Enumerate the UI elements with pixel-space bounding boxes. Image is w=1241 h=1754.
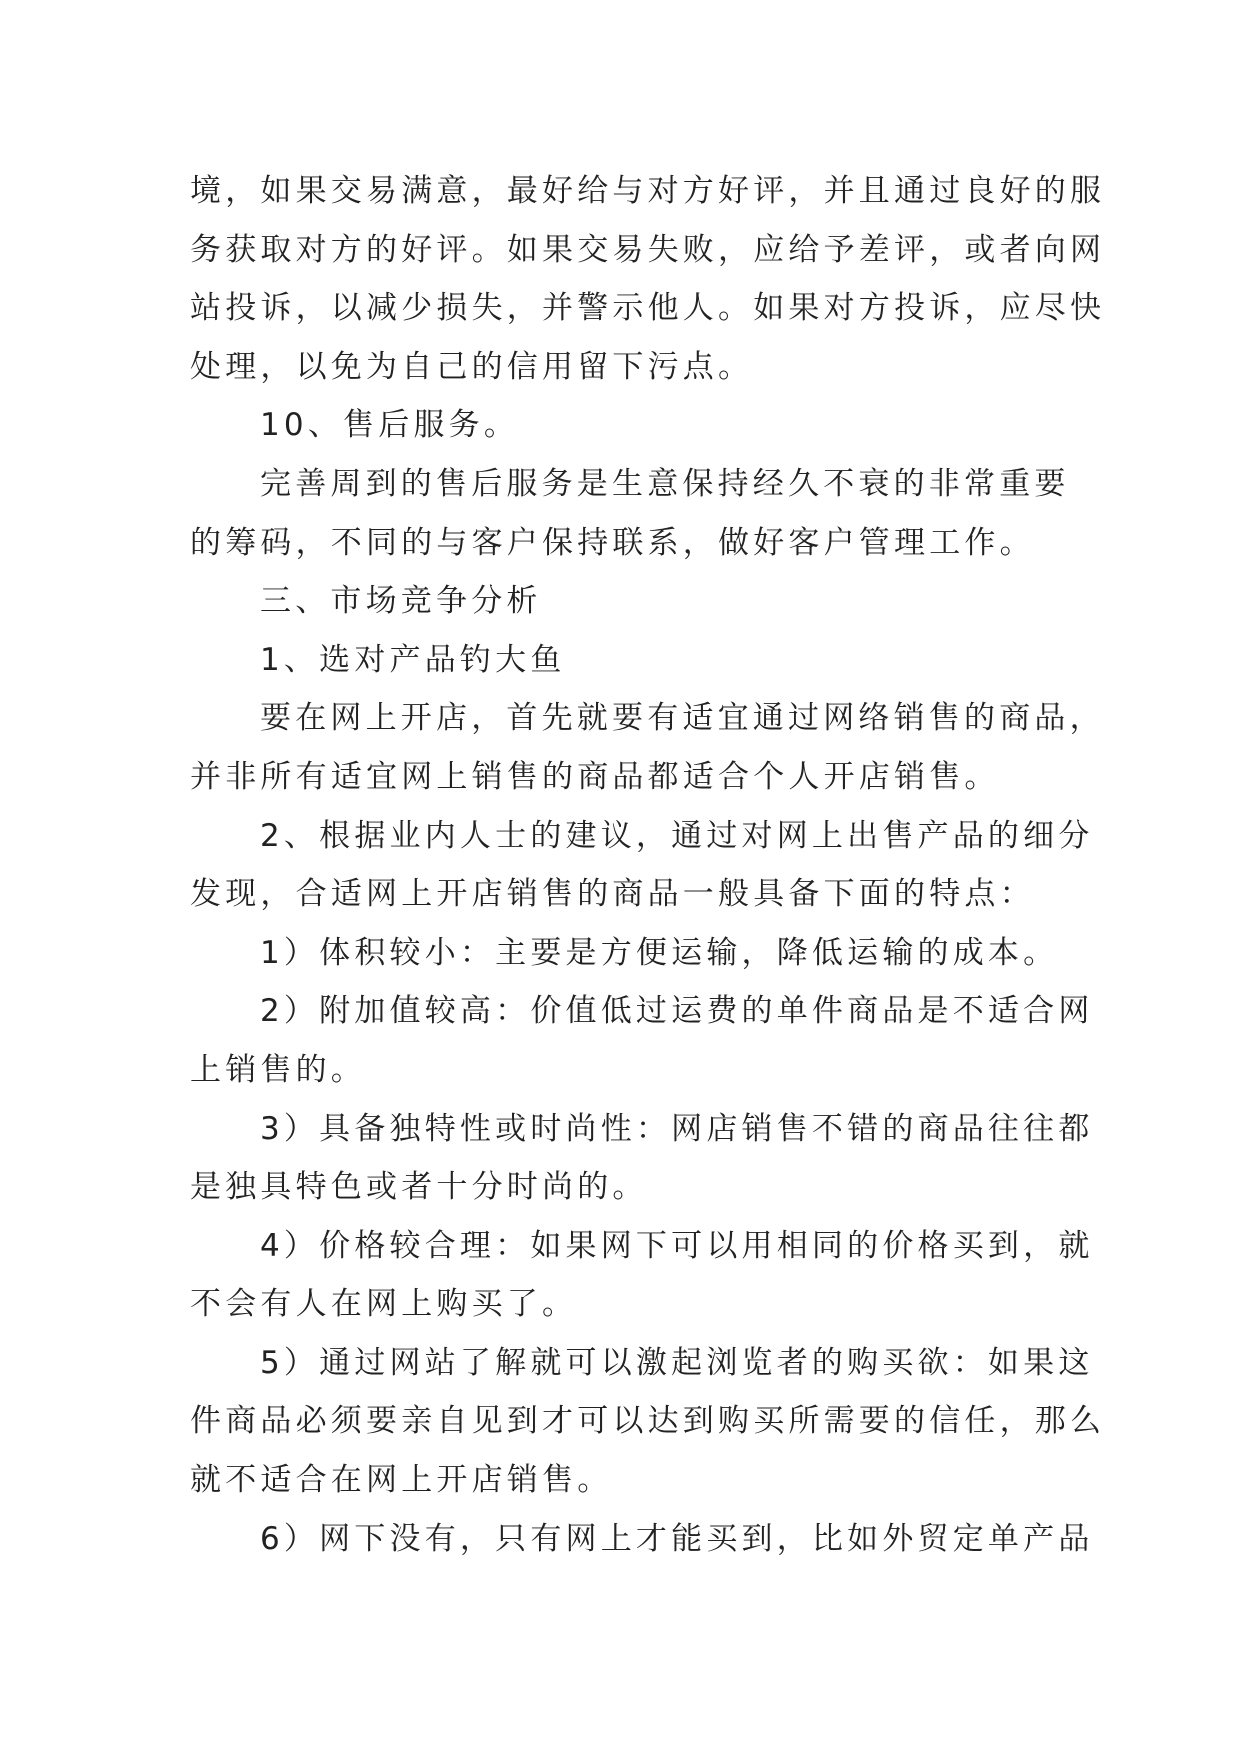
text-line: 不会有人在网上购买了。 — [190, 1286, 578, 1323]
text-line: 要在网上开店，首先就要有适宜通过网络销售的商品， — [260, 700, 1105, 737]
list-item: 5）通过网站了解就可以激起浏览者的购买欲：如果这 — [260, 1344, 1094, 1381]
list-item: 1）体积较小：主要是方便运输，降低运输的成本。 — [260, 934, 1059, 971]
document-page — [190, 162, 1106, 1568]
section-heading-after-sales: 10、售后服务。 — [260, 407, 520, 444]
text-line: 2、根据业内人士的建议，通过对网上出售产品的细分 — [260, 817, 1094, 854]
text-line: 境，如果交易满意，最好给与对方好评，并且通过良好的服 — [190, 173, 1106, 209]
text-line: 发现，合适网上开店销售的商品一般具备下面的特点： — [190, 876, 1035, 913]
text-line: 处理，以免为自己的信用留下污点。 — [190, 348, 754, 385]
section-heading-market-analysis: 三、市场竞争分析 — [260, 583, 542, 620]
text-line: 是独具特色或者十分时尚的。 — [190, 1169, 648, 1206]
list-item: 2）附加值较高：价值低过运费的单件商品是不适合网 — [260, 993, 1094, 1030]
list-item: 6）网下没有，只有网上才能买到，比如外贸定单产品 — [260, 1520, 1094, 1557]
list-item: 3）具备独特性或时尚性：网店销售不错的商品往往都 — [260, 1110, 1094, 1147]
text-line: 就不适合在网上开店销售。 — [190, 1462, 613, 1499]
text-line: 件商品必须要亲自见到才可以达到购买所需要的信任，那么 — [190, 1403, 1106, 1440]
subsection-heading-product-choice: 1、选对产品钓大鱼 — [260, 641, 566, 678]
text-line: 站投诉，以减少损失，并警示他人。如果对方投诉，应尽快 — [190, 290, 1106, 327]
text-line: 务获取对方的好评。如果交易失败，应给予差评，或者向网 — [190, 231, 1106, 268]
text-line: 上销售的。 — [190, 1051, 366, 1088]
text-line: 的筹码，不同的与客户保持联系，做好客户管理工作。 — [190, 524, 1035, 561]
text-line: 完善周到的售后服务是生意保持经久不衰的非常重要 — [260, 465, 1070, 502]
text-line: 并非所有适宜网上销售的商品都适合个人开店销售。 — [190, 758, 1000, 795]
list-item: 4）价格较合理：如果网下可以用相同的价格买到，就 — [260, 1227, 1094, 1264]
